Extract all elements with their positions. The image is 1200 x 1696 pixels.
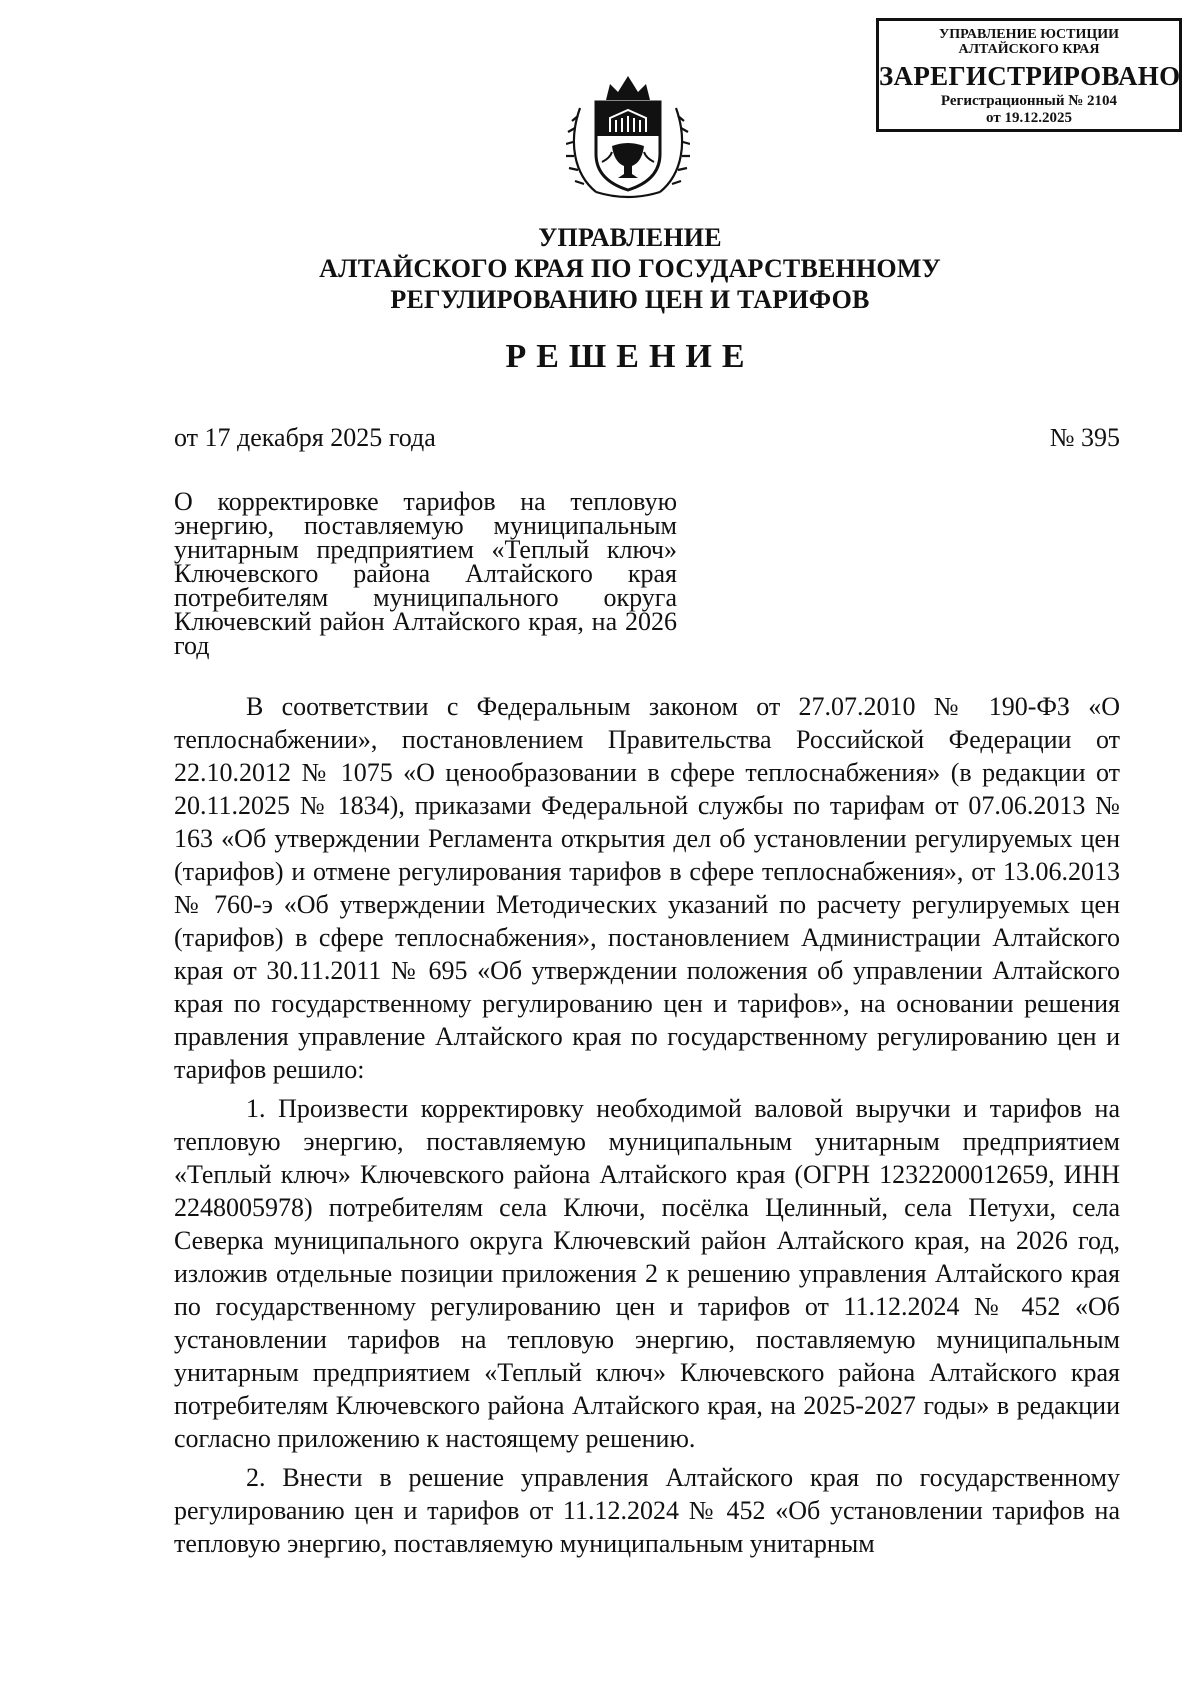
- stamp-status: ЗАРЕГИСТРИРОВАНО: [879, 61, 1181, 91]
- document-meta-row: [174, 423, 1120, 453]
- stamp-authority-line2: АЛТАЙСКОГО КРАЯ: [958, 42, 1100, 57]
- authority-line3: РЕГУЛИРОВАНИЮ ЦЕН И ТАРИФОВ: [390, 285, 870, 314]
- body-preamble: В соответствии с Федеральным законом от 27.07.2010 № 190-ФЗ «О теплоснабжении», постановлением Правительства Российской Федерации от 22.10.2012 № 1075 «О ценообразовании в сфере теплоснабжения» (в редакции от 20.11.2025 № 1834), приказами Федеральной службы по тарифам от 07.06.2013 № 163 «Об утверждении Регламента открытия дел об установлении регулируемых цен (тарифов) и отмене регулирования тарифов в сфере теплоснабжения», от 13.06.2013 № 760-э «Об утверждении Методических указаний по расчету регулируемых цен (тарифов) в сфере теплоснабжения», постановлением Администрации Алтайского края от 30.11.2011 № 695 «Об утверждении положения об управлении Алтайского края по государственному регулированию цен и тарифов», на основании решения правления управление Алтайского края по государственному регулированию цен и тарифов решило:: [174, 692, 1120, 1084]
- body-item-2: 2. Внести в решение управления Алтайского края по государственному регулированию цен и тарифов от 11.12.2024 № 452 «Об установлении тарифов на тепловую энергию, поставляемую муниципальным унитарным: [174, 1463, 1120, 1558]
- stamp-reg-number: Регистрационный № 2104: [940, 93, 1118, 109]
- authority-line1: УПРАВЛЕНИЕ: [538, 223, 722, 252]
- registration-stamp: [876, 18, 1182, 132]
- stamp-reg-date: от 19.12.2025: [986, 110, 1072, 126]
- authority-line2: АЛТАЙСКОГО КРАЯ ПО ГОСУДАРСТВЕННОМУ: [319, 254, 941, 283]
- altai-krai-coat-of-arms-icon: [566, 62, 690, 202]
- document-type-title: РЕШЕНИЕ: [505, 338, 755, 375]
- stamp-authority-line1: УПРАВЛЕНИЕ ЮСТИЦИИ: [939, 27, 1119, 42]
- document-date: от 17 декабря 2025 года: [174, 423, 436, 452]
- document-body: [174, 690, 1120, 1560]
- body-item-1: 1. Произвести корректировку необходимой валовой выручки и тарифов на тепловую энергию, поставляемую муниципальным унитарным предприятием «Теплый ключ» Ключевского района Алтайского края (ОГРН 1232200012659, ИНН 2248005978) потребителям села Ключи, посёлка Целинный, села Петухи, села Северка муниципального округа Ключевский район Алтайского края, на 2026 год, изложив отдельные позиции приложения 2 к решению управления Алтайского края по государственному регулированию цен и тарифов от 11.12.2024 № 452 «Об установлении тарифов на тепловую энергию, поставляемую муниципальным унитарным предприятием «Теплый ключ» Ключевского района Алтайского края потребителям Ключевского района Алтайского края, на 2025-2027 годы» в редакции согласно приложению к настоящему решению.: [174, 1094, 1120, 1453]
- document-subject: О корректировке тарифов на тепловую энергию, поставляемую муниципальным унитарным предприятием «Теплый ключ» Ключевского района Алтайского края потребителям муниципального округа Ключевский район Алтайского края, на 2026 год: [174, 487, 677, 660]
- document-number: № 395: [1049, 423, 1120, 452]
- issuing-authority: [200, 222, 1060, 315]
